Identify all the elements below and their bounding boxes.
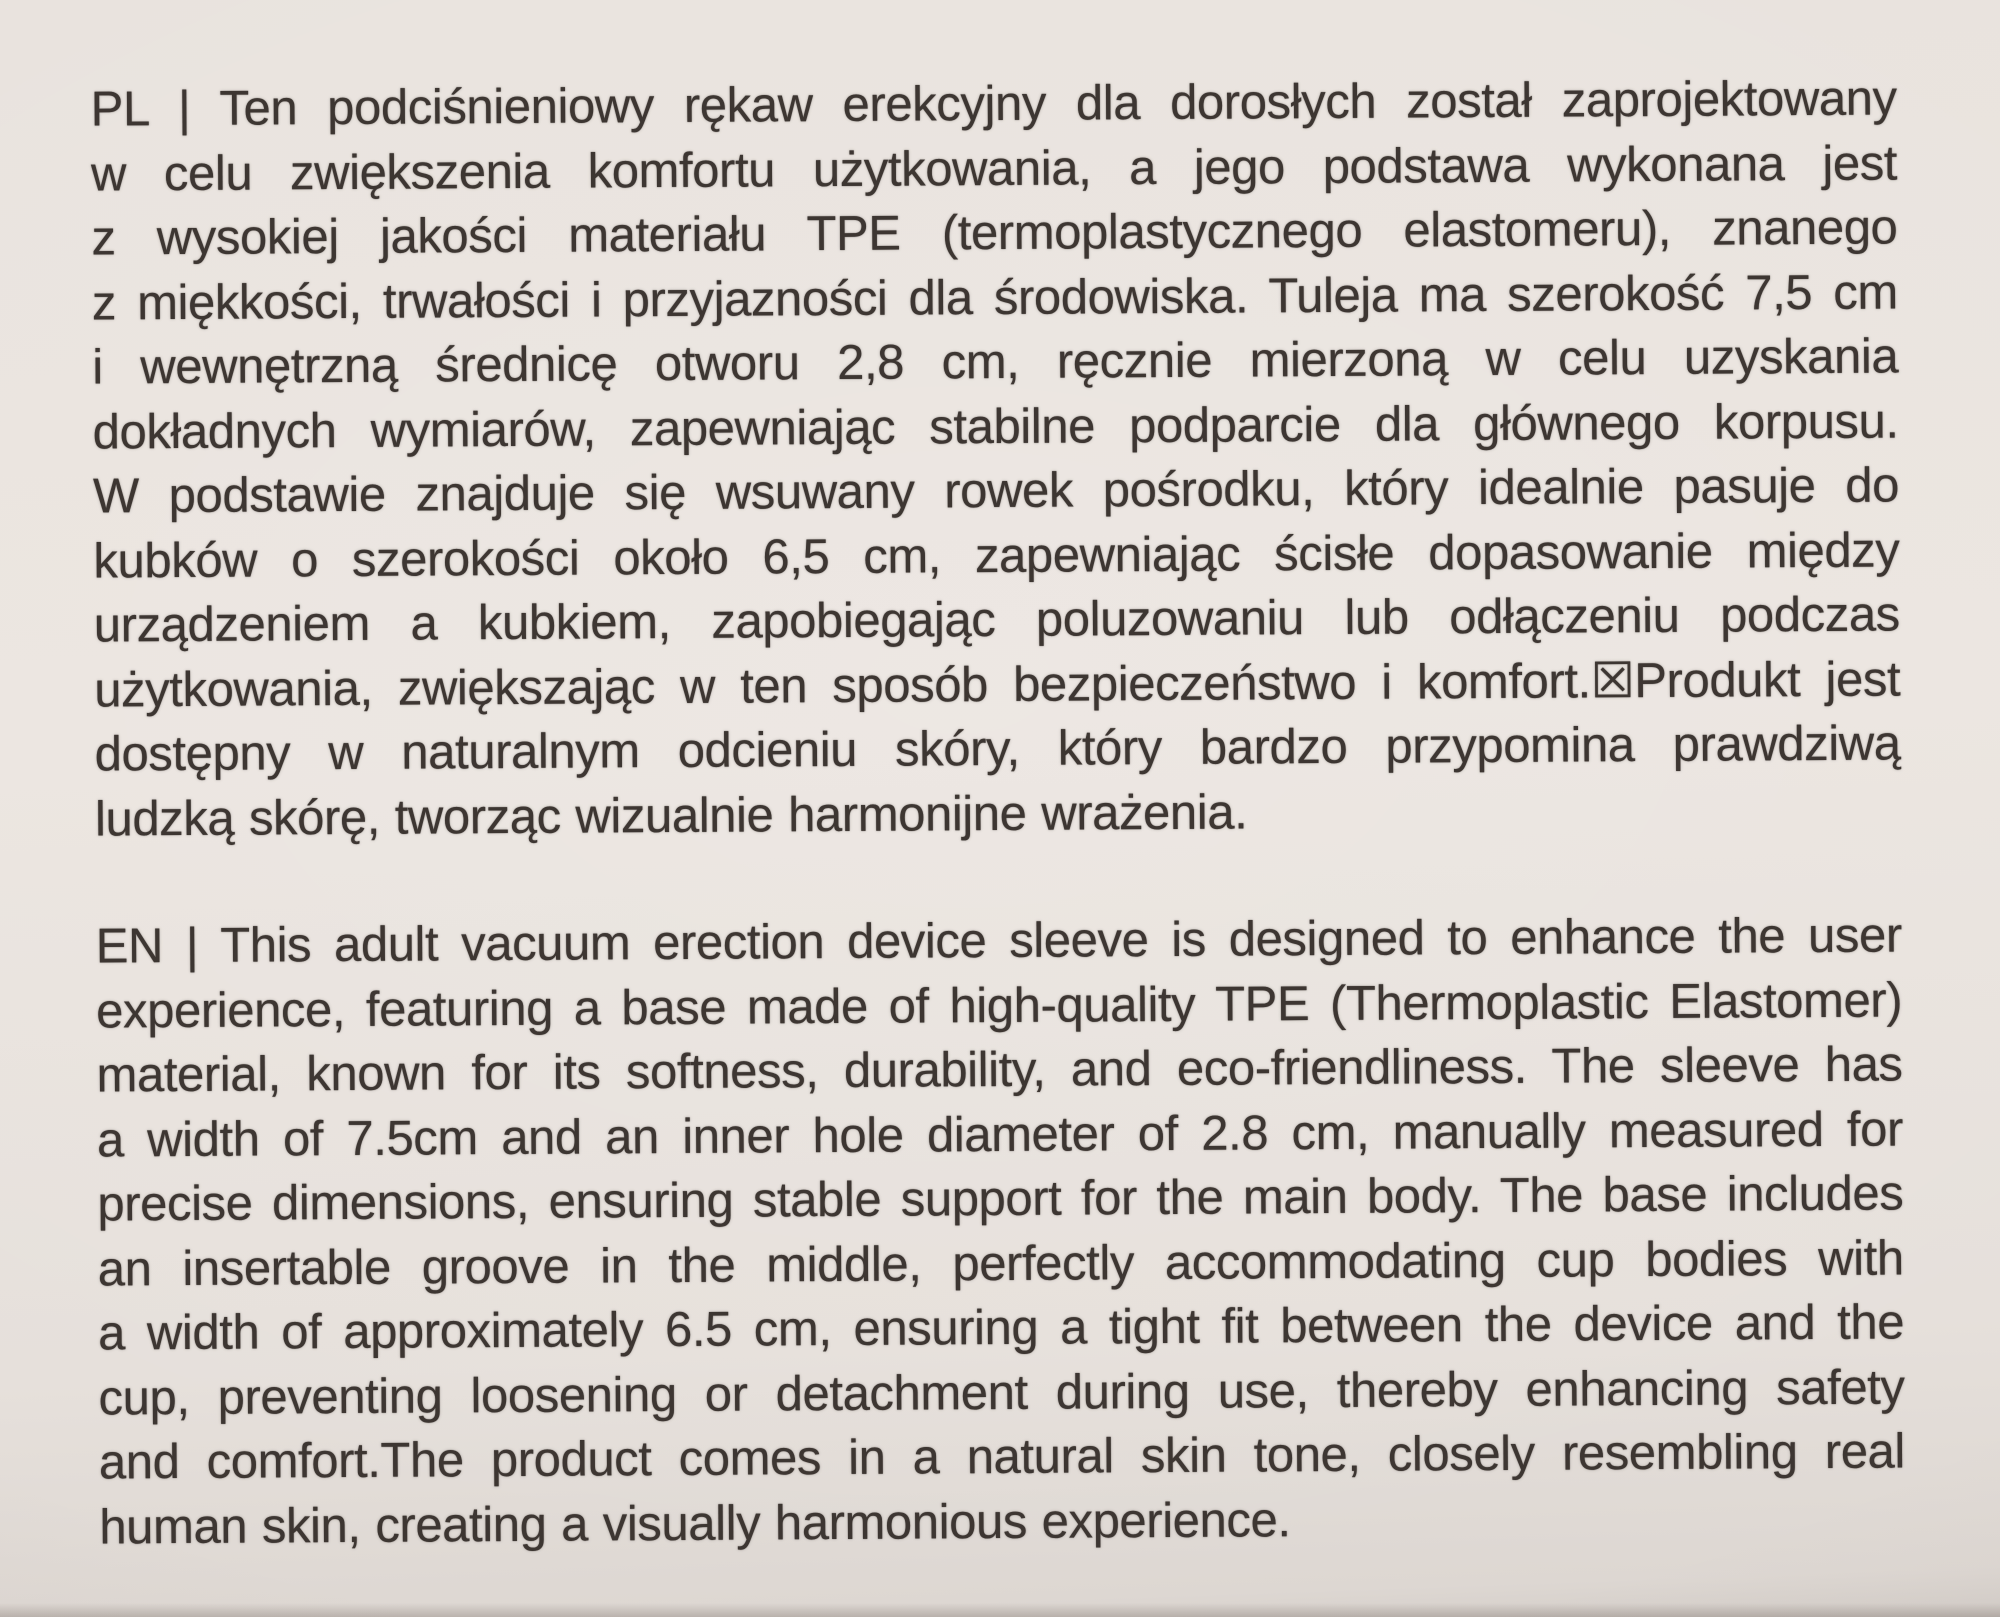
product-description-text: [90, 66, 1905, 1559]
pl-line-4: z miękkości, trwałości i przyjazności dla środowiska. Tuleja ma szerokość 7,5 cm: [91, 264, 1898, 331]
en-line-4: a width of 7.5cm and an inner hole diameter of 2.8 cm, manually measured for: [96, 1101, 1904, 1168]
pl-line-11: dostępny w naturalnym odcieniu skóry, który bardzo przypomina prawdziwą: [94, 716, 1901, 782]
pl-line-9: urządzeniem a kubkiem, zapobiegając poluzowaniu lub odłączeniu podczas: [93, 587, 1900, 653]
en-line-9: and comfort.The product comes in a natural skin tone, closely resembling real: [98, 1424, 1906, 1490]
en-line-6: an insertable groove in the middle, perfectly accommodating cup bodies with: [97, 1230, 1904, 1297]
en-line-5: precise dimensions, ensuring stable support for the main body. The base includes: [97, 1166, 1904, 1232]
en-line-1: EN | This adult vacuum erection device sleeve is designed to enhance the user: [95, 908, 1902, 974]
en-line-10: human skin, creating a visually harmonious experience.: [99, 1492, 1291, 1555]
pl-line-2: w celu zwiększenia komfortu użytkowania, a jego podstawa wykonana jest: [90, 135, 1898, 202]
en-line-3: material, known for its softness, durability, and eco-friendliness. The sleeve has: [96, 1037, 1903, 1103]
en-line-7: a width of approximately 6.5 cm, ensuring a tight fit between the device and the: [97, 1295, 1905, 1361]
pl-line-1: PL | Ten podciśnieniowy rękaw erekcyjny dla dorosłych został zaprojektowany: [90, 71, 1897, 137]
pl-line-3: z wysokiej jakości materiału TPE (termoplastycznego elastomeru), znanego: [91, 200, 1898, 266]
pl-line-6: dokładnych wymiarów, zapewniając stabilne podparcie dla głównego korpusu.: [92, 393, 1899, 460]
en-line-2: experience, featuring a base made of high-quality TPE (Thermoplastic Elastomer): [96, 972, 1903, 1039]
pl-line-8: kubków o szerokości około 6,5 cm, zapewniając ścisłe dopasowanie między: [93, 522, 1900, 589]
pl-line-5: i wewnętrzną średnicę otworu 2,8 cm, ręcznie mierzoną w celu uzyskania: [92, 329, 1899, 395]
en-line-8: cup, preventing loosening or detachment during use, thereby enhancing safety: [98, 1359, 1905, 1426]
paragraph-english: [96, 903, 1906, 1559]
paragraph-polish: [90, 66, 1901, 851]
pl-line-7: W podstawie znajduje się wsuwany rowek pośrodku, który idealnie pasuje do: [92, 458, 1900, 524]
pl-line-10: użytkowania, zwiększając w ten sposób bezpieczeństwo i komfort.☒Produkt jest: [94, 651, 1901, 718]
pl-line-12: ludzką skórę, tworząc wizualnie harmonijne wrażenia.: [94, 784, 1248, 847]
